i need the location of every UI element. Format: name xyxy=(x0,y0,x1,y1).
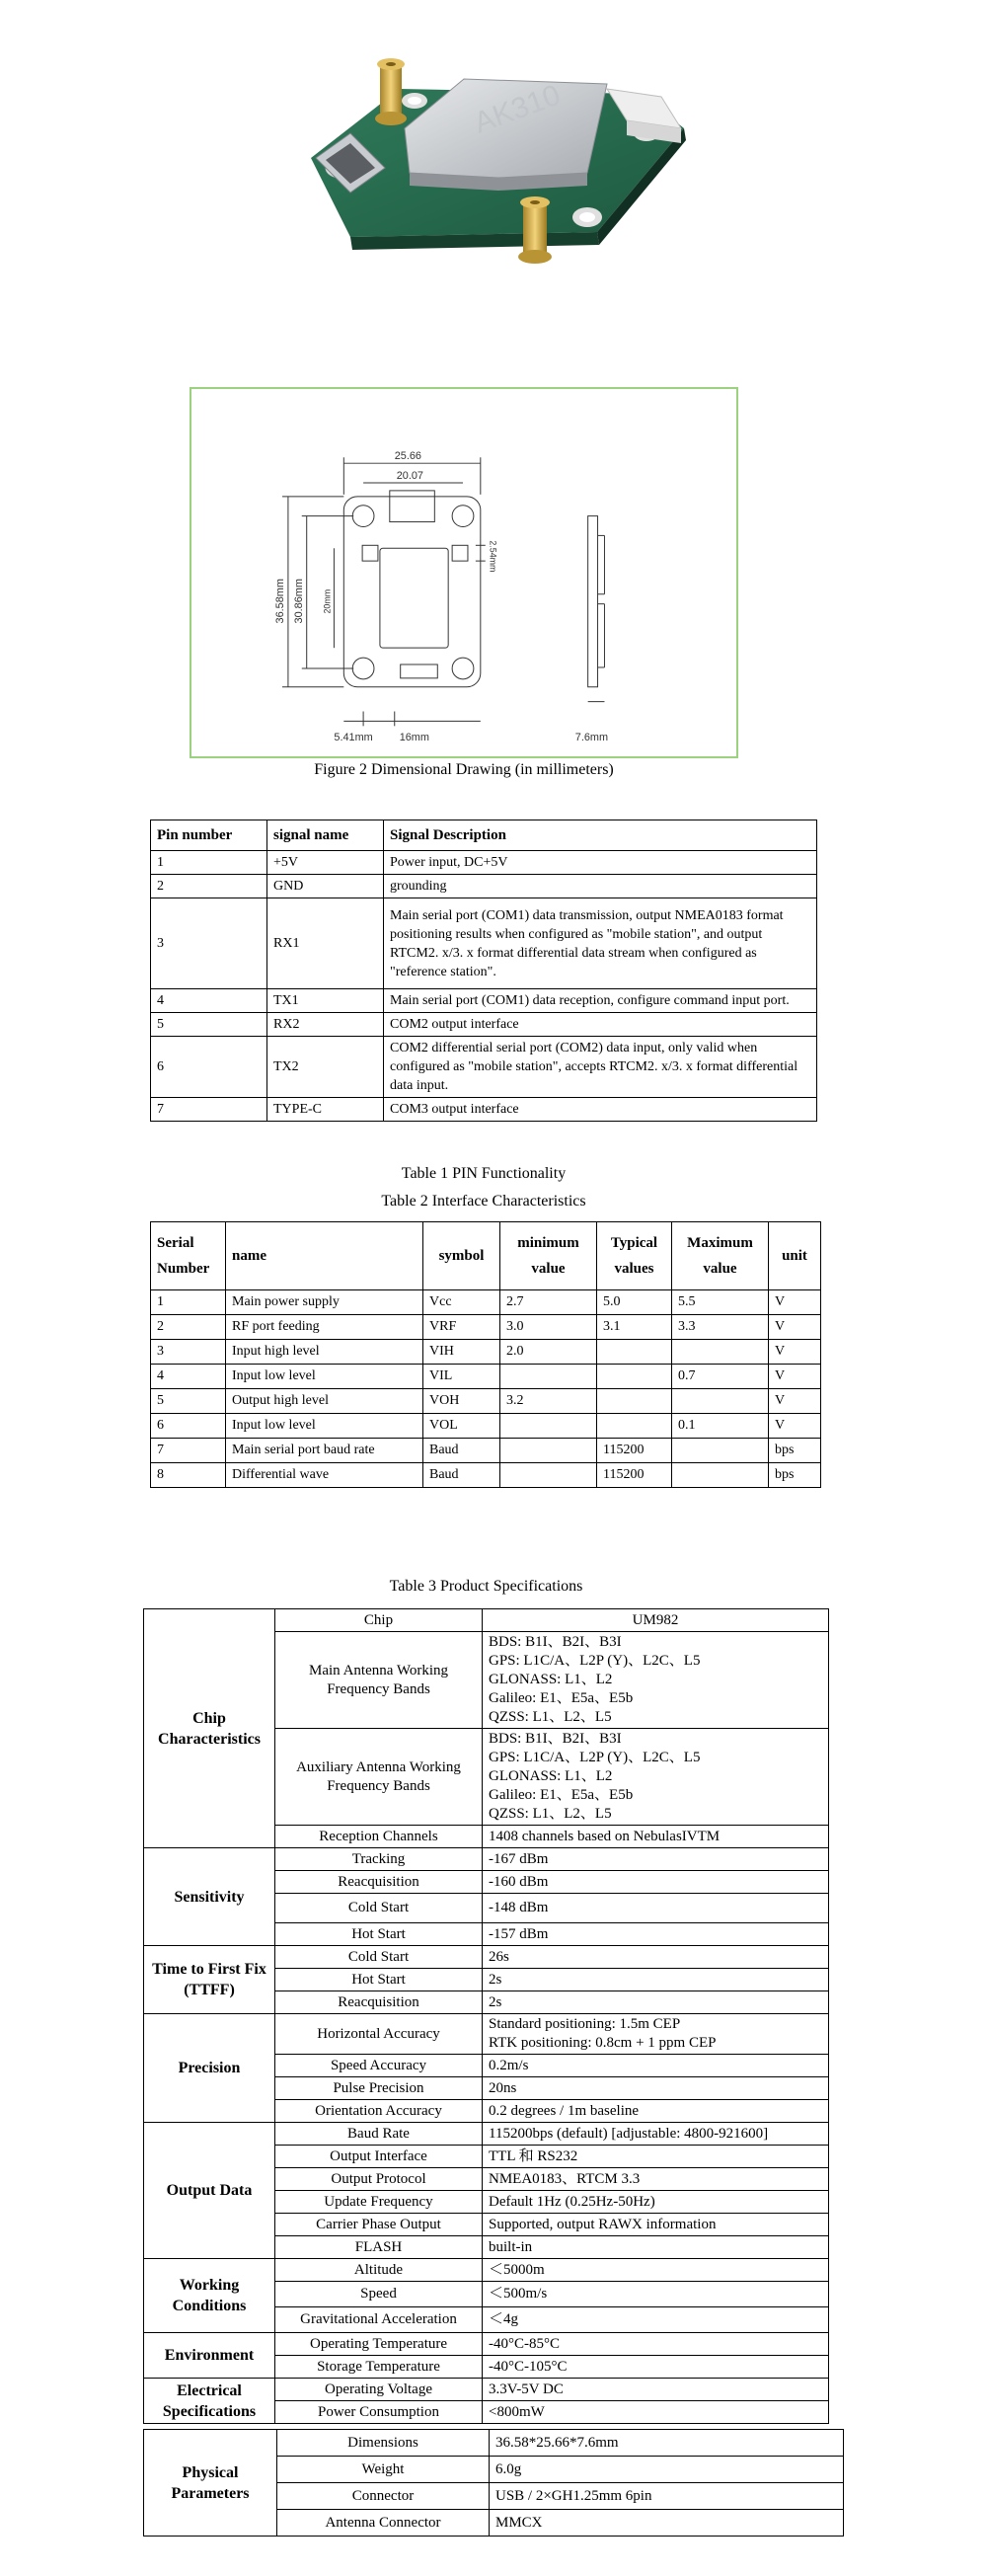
cell: Vcc xyxy=(423,1290,500,1315)
cell: 2 xyxy=(151,1315,226,1340)
dim-top-outer: 25.66 xyxy=(394,450,421,463)
col-header: symbol xyxy=(423,1222,500,1290)
spec-label: Weight xyxy=(277,2457,490,2483)
group-working: Working Conditions xyxy=(144,2259,275,2333)
spec-value: 20ns xyxy=(483,2077,829,2100)
table1-caption: Table 1 PIN Functionality xyxy=(401,1165,567,1182)
figure2-caption: Figure 2 Dimensional Drawing (in millimeters) xyxy=(314,761,614,778)
spec-label: Baud Rate xyxy=(275,2123,483,2146)
spec-label: Operating Temperature xyxy=(275,2333,483,2356)
table-header-row xyxy=(151,820,817,851)
table-row xyxy=(151,1439,821,1463)
cell: 3.3 xyxy=(672,1315,769,1340)
cell xyxy=(672,1439,769,1463)
dim-top-inner: 20.07 xyxy=(396,470,423,483)
band-line: QZSS: L1、L2、L5 xyxy=(489,1806,612,1822)
spec-value: built-in xyxy=(483,2236,829,2259)
cell xyxy=(672,1463,769,1488)
cell: Main serial port (COM1) data transmission, output NMEA0183 format positioning results when configured as "mobile station", and output RTCM2. x/3. x format differential data stream when configured as "reference station". xyxy=(384,898,817,989)
cell xyxy=(672,1389,769,1414)
cell: Input high level xyxy=(226,1340,423,1365)
table-row xyxy=(144,1946,829,1969)
precision-line: RTK positioning: 0.8cm + 1 ppm CEP xyxy=(489,2035,717,2051)
col-header: minimum value xyxy=(500,1222,597,1290)
spec-label: Speed Accuracy xyxy=(275,2055,483,2077)
group-chip: Chip Characteristics xyxy=(144,1609,275,1848)
spec-value: NMEA0183、RTCM 3.3 xyxy=(483,2168,829,2191)
cell: Main serial port baud rate xyxy=(226,1439,423,1463)
spec-value: -40°C-85°C xyxy=(483,2333,829,2356)
cell: 5.0 xyxy=(597,1290,672,1315)
cell xyxy=(597,1414,672,1439)
table-row xyxy=(144,2430,844,2457)
cell: 5 xyxy=(151,1013,267,1037)
spec-label: Reacquisition xyxy=(275,1871,483,1894)
spec-value: ＜4g xyxy=(483,2307,829,2333)
cell: V xyxy=(769,1414,821,1439)
cell: 6 xyxy=(151,1037,267,1098)
spec-label: Speed xyxy=(275,2282,483,2307)
cell: Differential wave xyxy=(226,1463,423,1488)
spec-value: 36.58*25.66*7.6mm xyxy=(490,2430,844,2457)
spec-value: Default 1Hz (0.25Hz-50Hz) xyxy=(483,2191,829,2214)
col-header: Typical values xyxy=(597,1222,672,1290)
dim-pin-pitch: 2.54mm xyxy=(488,540,498,573)
spec-value: -148 dBm xyxy=(483,1894,829,1923)
cell: VOH xyxy=(423,1389,500,1414)
table-row xyxy=(151,1340,821,1365)
spec-label: Auxiliary Antenna Working Frequency Bands xyxy=(275,1729,483,1826)
cell: V xyxy=(769,1389,821,1414)
cell: 3.2 xyxy=(500,1389,597,1414)
table-row xyxy=(151,1290,821,1315)
group-environment: Environment xyxy=(144,2333,275,2379)
spec-label: Antenna Connector xyxy=(277,2510,490,2537)
table-row xyxy=(151,851,817,875)
table-row xyxy=(151,1463,821,1488)
cell xyxy=(597,1389,672,1414)
spec-label: Altitude xyxy=(275,2259,483,2282)
table-row xyxy=(144,2333,829,2356)
spec-value: -167 dBm xyxy=(483,1848,829,1871)
table-row xyxy=(144,2123,829,2146)
group-precision: Precision xyxy=(144,2014,275,2123)
interface-characteristics-table xyxy=(150,1221,821,1488)
spec-value: 0.2m/s xyxy=(483,2055,829,2077)
band-line: QZSS: L1、L2、L5 xyxy=(489,1709,612,1725)
cell xyxy=(672,1340,769,1365)
spec-label: Connector xyxy=(277,2483,490,2510)
spec-label: Storage Temperature xyxy=(275,2356,483,2379)
table-row xyxy=(151,1365,821,1389)
spec-value: Supported, output RAWX information xyxy=(483,2214,829,2236)
spec-value xyxy=(483,1729,829,1826)
spec-label: Update Frequency xyxy=(275,2191,483,2214)
spec-value: -40°C-105°C xyxy=(483,2356,829,2379)
band-line: GLONASS: L1、L2 xyxy=(489,1768,613,1784)
dim-module-height: 20mm xyxy=(322,588,333,614)
cell: 1 xyxy=(151,851,267,875)
cell: 8 xyxy=(151,1463,226,1488)
table-row xyxy=(144,2014,829,2055)
spec-label: Orientation Accuracy xyxy=(275,2100,483,2123)
spec-value xyxy=(483,2014,829,2055)
spec-label: Gravitational Acceleration xyxy=(275,2307,483,2333)
table-row xyxy=(144,1609,829,1632)
cell xyxy=(597,1340,672,1365)
cell: 115200 xyxy=(597,1463,672,1488)
spec-label: Carrier Phase Output xyxy=(275,2214,483,2236)
spec-value: ＜5000m xyxy=(483,2259,829,2282)
spec-label: Cold Start xyxy=(275,1894,483,1923)
product-photo xyxy=(291,10,701,272)
cell: VOL xyxy=(423,1414,500,1439)
cell: TX2 xyxy=(267,1037,384,1098)
spec-value: 0.2 degrees / 1m baseline xyxy=(483,2100,829,2123)
table-row xyxy=(151,875,817,898)
spec-label: Reception Channels xyxy=(275,1826,483,1848)
spec-value: 1408 channels based on NebulasIVTM xyxy=(483,1826,829,1848)
cell: Baud xyxy=(423,1439,500,1463)
cell: 3.0 xyxy=(500,1315,597,1340)
cell: Output high level xyxy=(226,1389,423,1414)
mmcx-antenna-connector-2 xyxy=(518,196,552,264)
cell: Input low level xyxy=(226,1414,423,1439)
spec-label: Chip xyxy=(275,1609,483,1632)
cell: VRF xyxy=(423,1315,500,1340)
spec-value: 2s xyxy=(483,1991,829,2014)
cell: 2.0 xyxy=(500,1340,597,1365)
cell: 1 xyxy=(151,1290,226,1315)
spec-value: -157 dBm xyxy=(483,1923,829,1946)
cell xyxy=(597,1365,672,1389)
table-row xyxy=(151,1098,817,1122)
band-line: BDS: B1I、B2I、B3I xyxy=(489,1731,622,1747)
spec-value xyxy=(483,1632,829,1729)
spec-value: UM982 xyxy=(483,1609,829,1632)
spec-value: ＜500m/s xyxy=(483,2282,829,2307)
cell: Main power supply xyxy=(226,1290,423,1315)
table-row xyxy=(151,1389,821,1414)
table-header-row xyxy=(151,1222,821,1290)
spec-value: 26s xyxy=(483,1946,829,1969)
cell: V xyxy=(769,1365,821,1389)
cell: bps xyxy=(769,1463,821,1488)
spec-value: 2s xyxy=(483,1969,829,1991)
dim-left-outer: 36.58mm xyxy=(273,579,286,624)
table-row xyxy=(151,898,817,989)
band-line: GPS: L1C/A、L2P (Y)、L2C、L5 xyxy=(489,1653,701,1669)
spec-label: Pulse Precision xyxy=(275,2077,483,2100)
cell: V xyxy=(769,1290,821,1315)
module-label: AK310 xyxy=(470,78,566,140)
pin-functionality-table xyxy=(150,820,817,1122)
spec-label: FLASH xyxy=(275,2236,483,2259)
spec-label: Hot Start xyxy=(275,1969,483,1991)
cell: grounding xyxy=(384,875,817,898)
spec-value: 115200bps (default) [adjustable: 4800-921600] xyxy=(483,2123,829,2146)
cell: 5 xyxy=(151,1389,226,1414)
table-row xyxy=(151,989,817,1013)
table-row xyxy=(151,1414,821,1439)
band-line: BDS: B1I、B2I、B3I xyxy=(489,1634,622,1650)
group-electrical: Electrical Specifications xyxy=(144,2379,275,2424)
dim-bottom-mid: 16mm xyxy=(399,732,429,744)
cell: TX1 xyxy=(267,989,384,1013)
cell: 7 xyxy=(151,1098,267,1122)
cell: V xyxy=(769,1340,821,1365)
physical-parameters-table xyxy=(143,2429,844,2537)
col-header: Maximum value xyxy=(672,1222,769,1290)
cell: 3.1 xyxy=(597,1315,672,1340)
band-line: Galileo: E1、E5a、E5b xyxy=(489,1787,634,1803)
cell: 2 xyxy=(151,875,267,898)
group-sensitivity: Sensitivity xyxy=(144,1848,275,1946)
spec-label: Hot Start xyxy=(275,1923,483,1946)
cell xyxy=(500,1439,597,1463)
band-line: Galileo: E1、E5a、E5b xyxy=(489,1690,634,1706)
group-output: Output Data xyxy=(144,2123,275,2259)
cell: Input low level xyxy=(226,1365,423,1389)
spec-value: 6.0g xyxy=(490,2457,844,2483)
module-outline xyxy=(380,548,448,648)
cell xyxy=(500,1414,597,1439)
dimensional-drawing xyxy=(190,387,738,758)
spec-label: Horizontal Accuracy xyxy=(275,2014,483,2055)
cell: 0.7 xyxy=(672,1365,769,1389)
table-row xyxy=(151,1037,817,1098)
cell: 5.5 xyxy=(672,1290,769,1315)
spec-value: -160 dBm xyxy=(483,1871,829,1894)
cell: VIL xyxy=(423,1365,500,1389)
group-ttff: Time to First Fix (TTFF) xyxy=(144,1946,275,2014)
cell: VIH xyxy=(423,1340,500,1365)
cell: RF port feeding xyxy=(226,1315,423,1340)
table-row xyxy=(151,1315,821,1340)
col-header: Serial Number xyxy=(151,1222,226,1290)
cell: bps xyxy=(769,1439,821,1463)
table3-caption: Table 3 Product Specifications xyxy=(389,1578,583,1595)
cell xyxy=(500,1463,597,1488)
col-header: Signal Description xyxy=(384,820,817,851)
cell: TYPE-C xyxy=(267,1098,384,1122)
cell: 2.7 xyxy=(500,1290,597,1315)
table-row xyxy=(144,2379,829,2401)
spec-label: Reacquisition xyxy=(275,1991,483,2014)
cell: 6 xyxy=(151,1414,226,1439)
cell: GND xyxy=(267,875,384,898)
cell: COM2 differential serial port (COM2) data input, only valid when configured as "mobile station", accepts RTCM2. x/3. x format differential data input. xyxy=(384,1037,817,1098)
table-row xyxy=(151,1013,817,1037)
cell: COM3 output interface xyxy=(384,1098,817,1122)
band-line: GLONASS: L1、L2 xyxy=(489,1672,613,1687)
cell: 115200 xyxy=(597,1439,672,1463)
spec-label: Cold Start xyxy=(275,1946,483,1969)
spec-label: Dimensions xyxy=(277,2430,490,2457)
table-row xyxy=(144,1848,829,1871)
band-line: GPS: L1C/A、L2P (Y)、L2C、L5 xyxy=(489,1750,701,1765)
product-specifications-table xyxy=(143,1608,829,2424)
cell: 3 xyxy=(151,898,267,989)
table2-caption: Table 2 Interface Characteristics xyxy=(381,1193,586,1210)
dim-left-inner: 30.86mm xyxy=(292,579,305,624)
spec-value: USB / 2×GH1.25mm 6pin xyxy=(490,2483,844,2510)
spec-value: 3.3V-5V DC xyxy=(483,2379,829,2401)
cell: V xyxy=(769,1315,821,1340)
cell: 3 xyxy=(151,1340,226,1365)
cell: 4 xyxy=(151,1365,226,1389)
cell: Main serial port (COM1) data reception, configure command input port. xyxy=(384,989,817,1013)
col-header: Pin number xyxy=(151,820,267,851)
col-header: signal name xyxy=(267,820,384,851)
spec-label: Power Consumption xyxy=(275,2401,483,2424)
cell: 0.1 xyxy=(672,1414,769,1439)
spec-label: Operating Voltage xyxy=(275,2379,483,2401)
col-header: name xyxy=(226,1222,423,1290)
cell: COM2 output interface xyxy=(384,1013,817,1037)
spec-label: Output Interface xyxy=(275,2146,483,2168)
cell: RX1 xyxy=(267,898,384,989)
table-row xyxy=(144,2259,829,2282)
cell: 4 xyxy=(151,989,267,1013)
dim-bottom-left: 5.41mm xyxy=(334,732,373,744)
spec-value: MMCX xyxy=(490,2510,844,2537)
cell: Power input, DC+5V xyxy=(384,851,817,875)
spec-label: Output Protocol xyxy=(275,2168,483,2191)
cell: +5V xyxy=(267,851,384,875)
spec-label: Tracking xyxy=(275,1848,483,1871)
cell: RX2 xyxy=(267,1013,384,1037)
spec-value: <800mW xyxy=(483,2401,829,2424)
cell: Baud xyxy=(423,1463,500,1488)
spec-label: Main Antenna Working Frequency Bands xyxy=(275,1632,483,1729)
group-physical: Physical Parameters xyxy=(144,2430,277,2537)
precision-line: Standard positioning: 1.5m CEP xyxy=(489,2016,681,2032)
col-header: unit xyxy=(769,1222,821,1290)
spec-value: TTL 和 RS232 xyxy=(483,2146,829,2168)
side-view-outline xyxy=(588,516,598,687)
dim-side-thickness: 7.6mm xyxy=(574,732,609,744)
cell: 7 xyxy=(151,1439,226,1463)
cell xyxy=(500,1365,597,1389)
